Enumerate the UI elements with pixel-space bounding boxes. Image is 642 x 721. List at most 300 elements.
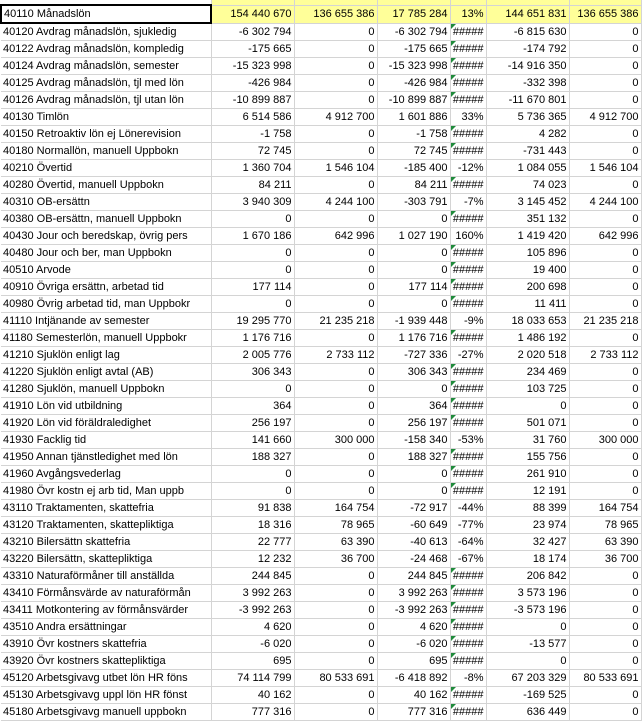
value-cell[interactable]: 154 440 670 bbox=[211, 5, 294, 23]
value-cell[interactable]: ##### bbox=[450, 330, 486, 347]
value-cell[interactable]: 3 145 452 bbox=[486, 194, 569, 211]
value-cell[interactable]: 136 655 386 bbox=[294, 5, 377, 23]
value-cell[interactable]: 777 316 bbox=[377, 704, 450, 721]
value-cell[interactable]: 0 bbox=[211, 245, 294, 262]
account-cell[interactable]: 41220 Sjuklön enligt avtal (AB) bbox=[1, 364, 211, 381]
value-cell[interactable]: 188 327 bbox=[377, 449, 450, 466]
value-cell[interactable]: 4 620 bbox=[211, 619, 294, 636]
account-cell[interactable]: 40510 Arvode bbox=[1, 262, 211, 279]
value-cell[interactable]: 0 bbox=[294, 636, 377, 653]
value-cell[interactable]: 0 bbox=[294, 262, 377, 279]
value-cell[interactable]: -44% bbox=[450, 500, 486, 517]
account-cell[interactable]: 41980 Övr kostn ej arb tid, Man uppb bbox=[1, 483, 211, 500]
account-cell[interactable]: 43210 Bilersättn skattefria bbox=[1, 534, 211, 551]
value-cell[interactable]: 0 bbox=[569, 177, 641, 194]
value-cell[interactable]: 67 203 329 bbox=[486, 670, 569, 687]
value-cell[interactable]: 0 bbox=[294, 466, 377, 483]
value-cell[interactable]: ##### bbox=[450, 23, 486, 41]
account-cell[interactable]: 40910 Övriga ersättn, arbetad tid bbox=[1, 279, 211, 296]
value-cell[interactable]: 1 486 192 bbox=[486, 330, 569, 347]
value-cell[interactable]: 0 bbox=[569, 704, 641, 721]
value-cell[interactable]: -731 443 bbox=[486, 143, 569, 160]
value-cell[interactable]: 0 bbox=[294, 398, 377, 415]
account-cell[interactable]: 41910 Lön vid utbildning bbox=[1, 398, 211, 415]
account-cell[interactable]: 45120 Arbetsgivavg utbet lön HR föns bbox=[1, 670, 211, 687]
value-cell[interactable]: ##### bbox=[450, 466, 486, 483]
value-cell[interactable]: 0 bbox=[377, 483, 450, 500]
value-cell[interactable]: ##### bbox=[450, 279, 486, 296]
value-cell[interactable]: 33% bbox=[450, 109, 486, 126]
value-cell[interactable]: 1 546 104 bbox=[569, 160, 641, 177]
value-cell[interactable]: 23 974 bbox=[486, 517, 569, 534]
account-cell[interactable]: 43310 Naturaförmåner till anställda bbox=[1, 568, 211, 585]
value-cell[interactable]: 74 023 bbox=[486, 177, 569, 194]
account-cell[interactable]: 40480 Jour och ber, man Uppbokn bbox=[1, 245, 211, 262]
value-cell[interactable]: 636 449 bbox=[486, 704, 569, 721]
value-cell[interactable]: -72 917 bbox=[377, 500, 450, 517]
account-cell[interactable]: 40130 Timlön bbox=[1, 109, 211, 126]
value-cell[interactable]: 0 bbox=[569, 330, 641, 347]
value-cell[interactable]: -1 758 bbox=[377, 126, 450, 143]
account-cell[interactable]: 43110 Traktamenten, skattefria bbox=[1, 500, 211, 517]
value-cell[interactable]: 0 bbox=[569, 279, 641, 296]
value-cell[interactable]: ##### bbox=[450, 602, 486, 619]
value-cell[interactable]: ##### bbox=[450, 687, 486, 704]
value-cell[interactable]: 0 bbox=[569, 41, 641, 58]
value-cell[interactable]: 0 bbox=[294, 41, 377, 58]
value-cell[interactable]: 0 bbox=[294, 143, 377, 160]
account-cell[interactable]: 43120 Traktamenten, skattepliktiga bbox=[1, 517, 211, 534]
value-cell[interactable]: 0 bbox=[569, 245, 641, 262]
value-cell[interactable]: -53% bbox=[450, 432, 486, 449]
value-cell[interactable]: ##### bbox=[450, 636, 486, 653]
value-cell[interactable]: -77% bbox=[450, 517, 486, 534]
value-cell[interactable]: 1 176 716 bbox=[211, 330, 294, 347]
value-cell[interactable]: -11 670 801 bbox=[486, 92, 569, 109]
value-cell[interactable]: 4 620 bbox=[377, 619, 450, 636]
value-cell[interactable]: 501 071 bbox=[486, 415, 569, 432]
value-cell[interactable]: 642 996 bbox=[569, 228, 641, 245]
value-cell[interactable]: ##### bbox=[450, 41, 486, 58]
value-cell[interactable]: 0 bbox=[294, 177, 377, 194]
value-cell[interactable]: 18 033 653 bbox=[486, 313, 569, 330]
value-cell[interactable]: 0 bbox=[294, 92, 377, 109]
value-cell[interactable]: 164 754 bbox=[569, 500, 641, 517]
value-cell[interactable]: 19 295 770 bbox=[211, 313, 294, 330]
value-cell[interactable]: 351 132 bbox=[486, 211, 569, 228]
value-cell[interactable]: 0 bbox=[294, 704, 377, 721]
value-cell[interactable]: 200 698 bbox=[486, 279, 569, 296]
value-cell[interactable]: 72 745 bbox=[377, 143, 450, 160]
value-cell[interactable]: 5 736 365 bbox=[486, 109, 569, 126]
account-cell[interactable]: 40124 Avdrag månadslön, semester bbox=[1, 58, 211, 75]
value-cell[interactable]: ##### bbox=[450, 585, 486, 602]
value-cell[interactable]: -6 815 630 bbox=[486, 23, 569, 41]
value-cell[interactable]: 6 514 586 bbox=[211, 109, 294, 126]
value-cell[interactable]: ##### bbox=[450, 58, 486, 75]
value-cell[interactable]: 0 bbox=[377, 381, 450, 398]
value-cell[interactable]: 0 bbox=[294, 364, 377, 381]
value-cell[interactable]: 3 992 263 bbox=[377, 585, 450, 602]
value-cell[interactable]: -6 418 892 bbox=[377, 670, 450, 687]
value-cell[interactable]: 0 bbox=[294, 415, 377, 432]
value-cell[interactable]: 0 bbox=[569, 466, 641, 483]
value-cell[interactable]: -1 758 bbox=[211, 126, 294, 143]
value-cell[interactable]: 144 651 831 bbox=[486, 5, 569, 23]
value-cell[interactable]: 0 bbox=[569, 619, 641, 636]
value-cell[interactable]: ##### bbox=[450, 245, 486, 262]
value-cell[interactable]: ##### bbox=[450, 398, 486, 415]
value-cell[interactable]: 0 bbox=[569, 23, 641, 41]
value-cell[interactable]: 0 bbox=[486, 653, 569, 670]
value-cell[interactable]: ##### bbox=[450, 177, 486, 194]
account-cell[interactable]: 40110 Månadslön bbox=[1, 5, 211, 23]
value-cell[interactable]: 0 bbox=[211, 381, 294, 398]
value-cell[interactable]: 0 bbox=[486, 619, 569, 636]
value-cell[interactable]: 0 bbox=[294, 619, 377, 636]
value-cell[interactable]: 4 912 700 bbox=[569, 109, 641, 126]
value-cell[interactable]: 78 965 bbox=[569, 517, 641, 534]
value-cell[interactable]: 80 533 691 bbox=[294, 670, 377, 687]
value-cell[interactable]: -60 649 bbox=[377, 517, 450, 534]
value-cell[interactable]: 0 bbox=[377, 245, 450, 262]
value-cell[interactable]: 306 343 bbox=[377, 364, 450, 381]
value-cell[interactable]: 63 390 bbox=[569, 534, 641, 551]
value-cell[interactable]: -174 792 bbox=[486, 41, 569, 58]
account-cell[interactable]: 40120 Avdrag månadslön, sjukledig bbox=[1, 23, 211, 41]
account-cell[interactable]: 41960 Avgångsvederlag bbox=[1, 466, 211, 483]
value-cell[interactable]: -727 336 bbox=[377, 347, 450, 364]
value-cell[interactable]: -12% bbox=[450, 160, 486, 177]
value-cell[interactable]: -8% bbox=[450, 670, 486, 687]
account-cell[interactable]: 41920 Lön vid föräldraledighet bbox=[1, 415, 211, 432]
value-cell[interactable]: 0 bbox=[569, 653, 641, 670]
value-cell[interactable]: 4 244 100 bbox=[569, 194, 641, 211]
value-cell[interactable]: -67% bbox=[450, 551, 486, 568]
value-cell[interactable]: 4 244 100 bbox=[294, 194, 377, 211]
value-cell[interactable]: 0 bbox=[569, 687, 641, 704]
value-cell[interactable]: -1 939 448 bbox=[377, 313, 450, 330]
account-cell[interactable]: 40280 Övertid, manuell Uppbokn bbox=[1, 177, 211, 194]
value-cell[interactable]: 12 232 bbox=[211, 551, 294, 568]
value-cell[interactable]: 0 bbox=[569, 75, 641, 92]
value-cell[interactable]: 0 bbox=[211, 211, 294, 228]
value-cell[interactable]: 36 700 bbox=[569, 551, 641, 568]
table-row bbox=[1, 194, 641, 211]
value-cell[interactable]: ##### bbox=[450, 296, 486, 313]
value-cell[interactable]: ##### bbox=[450, 262, 486, 279]
value-cell[interactable]: -10 899 887 bbox=[377, 92, 450, 109]
value-cell[interactable]: 1 360 704 bbox=[211, 160, 294, 177]
value-cell[interactable]: 13% bbox=[450, 5, 486, 23]
value-cell[interactable]: 84 211 bbox=[211, 177, 294, 194]
account-cell[interactable]: 40180 Normallön, manuell Uppbokn bbox=[1, 143, 211, 160]
value-cell[interactable]: 88 399 bbox=[486, 500, 569, 517]
value-cell[interactable]: 177 114 bbox=[211, 279, 294, 296]
value-cell[interactable]: -175 665 bbox=[211, 41, 294, 58]
value-cell[interactable]: ##### bbox=[450, 415, 486, 432]
value-cell[interactable]: -332 398 bbox=[486, 75, 569, 92]
value-cell[interactable]: ##### bbox=[450, 483, 486, 500]
value-cell[interactable]: ##### bbox=[450, 211, 486, 228]
value-cell[interactable]: -185 400 bbox=[377, 160, 450, 177]
value-cell[interactable]: 642 996 bbox=[294, 228, 377, 245]
value-cell[interactable]: 1 419 420 bbox=[486, 228, 569, 245]
value-cell[interactable]: 17 785 284 bbox=[377, 5, 450, 23]
value-cell[interactable]: 21 235 218 bbox=[294, 313, 377, 330]
value-cell[interactable]: 2 733 112 bbox=[294, 347, 377, 364]
value-cell[interactable]: 0 bbox=[294, 245, 377, 262]
value-cell[interactable]: 1 176 716 bbox=[377, 330, 450, 347]
value-cell[interactable]: 0 bbox=[294, 653, 377, 670]
value-cell[interactable]: 0 bbox=[294, 23, 377, 41]
value-cell[interactable]: 1 670 186 bbox=[211, 228, 294, 245]
value-cell[interactable]: 300 000 bbox=[569, 432, 641, 449]
value-cell[interactable]: 0 bbox=[569, 449, 641, 466]
value-cell[interactable]: 1 601 886 bbox=[377, 109, 450, 126]
value-cell[interactable]: 0 bbox=[569, 568, 641, 585]
value-cell[interactable]: 0 bbox=[294, 449, 377, 466]
value-cell[interactable]: 364 bbox=[377, 398, 450, 415]
account-cell[interactable]: 40150 Retroaktiv lön ej Lönerevision bbox=[1, 126, 211, 143]
value-cell[interactable]: 306 343 bbox=[211, 364, 294, 381]
value-cell[interactable]: 695 bbox=[211, 653, 294, 670]
value-cell[interactable]: -3 992 263 bbox=[377, 602, 450, 619]
value-cell[interactable]: 0 bbox=[486, 398, 569, 415]
value-cell[interactable]: 0 bbox=[569, 636, 641, 653]
account-cell[interactable]: 40122 Avdrag månadslön, kompledig bbox=[1, 41, 211, 58]
value-cell[interactable]: 0 bbox=[569, 296, 641, 313]
value-cell[interactable]: -24 468 bbox=[377, 551, 450, 568]
value-cell[interactable]: 0 bbox=[294, 381, 377, 398]
value-cell[interactable]: 31 760 bbox=[486, 432, 569, 449]
value-cell[interactable]: 244 845 bbox=[377, 568, 450, 585]
table-row bbox=[1, 415, 641, 432]
account-cell[interactable]: 40980 Övrig arbetad tid, man Uppbokr bbox=[1, 296, 211, 313]
value-cell[interactable]: 72 745 bbox=[211, 143, 294, 160]
value-cell[interactable]: 0 bbox=[294, 296, 377, 313]
value-cell[interactable]: 261 910 bbox=[486, 466, 569, 483]
value-cell[interactable]: 777 316 bbox=[211, 704, 294, 721]
value-cell[interactable]: 0 bbox=[294, 568, 377, 585]
account-cell[interactable]: 41210 Sjuklön enligt lag bbox=[1, 347, 211, 364]
value-cell[interactable]: 0 bbox=[211, 262, 294, 279]
value-cell[interactable]: 40 162 bbox=[211, 687, 294, 704]
table-row bbox=[1, 364, 641, 381]
value-cell[interactable]: 21 235 218 bbox=[569, 313, 641, 330]
account-cell[interactable]: 41180 Semesterlön, manuell Uppbokr bbox=[1, 330, 211, 347]
value-cell[interactable]: 0 bbox=[377, 262, 450, 279]
value-cell[interactable]: ##### bbox=[450, 143, 486, 160]
value-cell[interactable]: ##### bbox=[450, 568, 486, 585]
value-cell[interactable]: 141 660 bbox=[211, 432, 294, 449]
value-cell[interactable]: -7% bbox=[450, 194, 486, 211]
value-cell[interactable]: 0 bbox=[569, 381, 641, 398]
value-cell[interactable]: -9% bbox=[450, 313, 486, 330]
value-cell[interactable]: -303 791 bbox=[377, 194, 450, 211]
value-cell[interactable]: 695 bbox=[377, 653, 450, 670]
value-cell[interactable]: 206 842 bbox=[486, 568, 569, 585]
value-cell[interactable]: 18 316 bbox=[211, 517, 294, 534]
value-cell[interactable]: -64% bbox=[450, 534, 486, 551]
value-cell[interactable]: 1 027 190 bbox=[377, 228, 450, 245]
value-cell[interactable]: 0 bbox=[211, 483, 294, 500]
value-cell[interactable]: 0 bbox=[569, 211, 641, 228]
value-cell[interactable]: -169 525 bbox=[486, 687, 569, 704]
value-cell[interactable]: ##### bbox=[450, 126, 486, 143]
account-cell[interactable]: 43410 Förmånsvärde av naturaförmån bbox=[1, 585, 211, 602]
value-cell[interactable]: 0 bbox=[294, 602, 377, 619]
value-cell[interactable]: 3 992 263 bbox=[211, 585, 294, 602]
value-cell[interactable]: -6 020 bbox=[211, 636, 294, 653]
value-cell[interactable]: 0 bbox=[569, 398, 641, 415]
value-cell[interactable]: 4 912 700 bbox=[294, 109, 377, 126]
value-cell[interactable]: 0 bbox=[377, 211, 450, 228]
value-cell[interactable]: 300 000 bbox=[294, 432, 377, 449]
value-cell[interactable]: 40 162 bbox=[377, 687, 450, 704]
value-cell[interactable]: 0 bbox=[377, 296, 450, 313]
value-cell[interactable]: ##### bbox=[450, 619, 486, 636]
account-cell[interactable]: 43910 Övr kostners skattefria bbox=[1, 636, 211, 653]
value-cell[interactable]: 19 400 bbox=[486, 262, 569, 279]
account-cell[interactable]: 41950 Annan tjänstledighet med lön bbox=[1, 449, 211, 466]
value-cell[interactable]: 177 114 bbox=[377, 279, 450, 296]
table-row bbox=[1, 228, 641, 245]
value-cell[interactable]: ##### bbox=[450, 364, 486, 381]
value-cell[interactable]: ##### bbox=[450, 381, 486, 398]
value-cell[interactable]: ##### bbox=[450, 449, 486, 466]
value-cell[interactable]: 0 bbox=[569, 126, 641, 143]
value-cell[interactable]: -15 323 998 bbox=[211, 58, 294, 75]
value-cell[interactable]: ##### bbox=[450, 92, 486, 109]
value-cell[interactable]: -40 613 bbox=[377, 534, 450, 551]
value-cell[interactable]: 234 469 bbox=[486, 364, 569, 381]
value-cell[interactable]: 0 bbox=[294, 211, 377, 228]
account-cell[interactable]: 41280 Sjuklön, manuell Uppbokn bbox=[1, 381, 211, 398]
value-cell[interactable]: 18 174 bbox=[486, 551, 569, 568]
value-cell[interactable]: 0 bbox=[569, 602, 641, 619]
account-cell[interactable]: 43220 Bilersättn, skattepliktiga bbox=[1, 551, 211, 568]
value-cell[interactable]: 0 bbox=[294, 58, 377, 75]
value-cell[interactable]: 1 084 055 bbox=[486, 160, 569, 177]
table-row bbox=[1, 398, 641, 415]
value-cell[interactable]: 0 bbox=[569, 415, 641, 432]
value-cell[interactable]: 0 bbox=[569, 364, 641, 381]
value-cell[interactable]: 244 845 bbox=[211, 568, 294, 585]
value-cell[interactable]: 1 546 104 bbox=[294, 160, 377, 177]
value-cell[interactable]: 155 756 bbox=[486, 449, 569, 466]
value-cell[interactable]: 11 411 bbox=[486, 296, 569, 313]
value-cell[interactable]: -426 984 bbox=[211, 75, 294, 92]
value-cell[interactable]: -6 302 794 bbox=[377, 23, 450, 41]
value-cell[interactable]: 136 655 386 bbox=[569, 5, 641, 23]
value-cell[interactable]: -3 573 196 bbox=[486, 602, 569, 619]
value-cell[interactable]: 164 754 bbox=[294, 500, 377, 517]
value-cell[interactable]: 74 114 799 bbox=[211, 670, 294, 687]
value-cell[interactable]: 256 197 bbox=[211, 415, 294, 432]
value-cell[interactable]: 0 bbox=[569, 58, 641, 75]
account-cell[interactable]: 40310 OB-ersättn bbox=[1, 194, 211, 211]
value-cell[interactable]: ##### bbox=[450, 653, 486, 670]
value-cell[interactable]: 0 bbox=[294, 687, 377, 704]
value-cell[interactable]: 0 bbox=[569, 483, 641, 500]
value-cell[interactable]: -6 020 bbox=[377, 636, 450, 653]
value-cell[interactable]: -158 340 bbox=[377, 432, 450, 449]
account-cell[interactable]: 43920 Övr kostners skattepliktiga bbox=[1, 653, 211, 670]
account-cell[interactable]: 41930 Facklig tid bbox=[1, 432, 211, 449]
value-cell[interactable]: 32 427 bbox=[486, 534, 569, 551]
value-cell[interactable]: 364 bbox=[211, 398, 294, 415]
value-cell[interactable]: 188 327 bbox=[211, 449, 294, 466]
value-cell[interactable]: 0 bbox=[294, 330, 377, 347]
value-cell[interactable]: 91 838 bbox=[211, 500, 294, 517]
value-cell[interactable]: 0 bbox=[569, 262, 641, 279]
account-cell[interactable]: 40380 OB-ersättn, manuell Uppbokn bbox=[1, 211, 211, 228]
value-cell[interactable]: 2 005 776 bbox=[211, 347, 294, 364]
value-cell[interactable]: 2 733 112 bbox=[569, 347, 641, 364]
value-cell[interactable]: -426 984 bbox=[377, 75, 450, 92]
account-cell[interactable]: 45180 Arbetsgivavg manuell uppbokn bbox=[1, 704, 211, 721]
value-cell[interactable]: 0 bbox=[569, 585, 641, 602]
value-cell[interactable]: 0 bbox=[211, 296, 294, 313]
value-cell[interactable]: 12 191 bbox=[486, 483, 569, 500]
value-cell[interactable]: 78 965 bbox=[294, 517, 377, 534]
account-cell[interactable]: 43510 Andra ersättningar bbox=[1, 619, 211, 636]
value-cell[interactable]: 3 940 309 bbox=[211, 194, 294, 211]
value-cell[interactable]: 105 896 bbox=[486, 245, 569, 262]
value-cell[interactable]: 3 573 196 bbox=[486, 585, 569, 602]
account-cell[interactable]: 43411 Motkontering av förmånsvärder bbox=[1, 602, 211, 619]
account-cell[interactable]: 40430 Jour och beredskap, övrig pers bbox=[1, 228, 211, 245]
value-cell[interactable]: 0 bbox=[377, 466, 450, 483]
value-cell[interactable]: 0 bbox=[569, 92, 641, 109]
value-cell[interactable]: 0 bbox=[294, 126, 377, 143]
account-cell[interactable]: 40125 Avdrag månadslön, tjl med lön bbox=[1, 75, 211, 92]
value-cell[interactable]: 4 282 bbox=[486, 126, 569, 143]
value-cell[interactable]: 63 390 bbox=[294, 534, 377, 551]
value-cell[interactable]: -13 577 bbox=[486, 636, 569, 653]
value-cell[interactable]: 84 211 bbox=[377, 177, 450, 194]
value-cell[interactable]: 0 bbox=[294, 483, 377, 500]
value-cell[interactable]: 2 020 518 bbox=[486, 347, 569, 364]
value-cell[interactable]: 0 bbox=[294, 585, 377, 602]
value-cell[interactable]: 256 197 bbox=[377, 415, 450, 432]
value-cell[interactable]: -175 665 bbox=[377, 41, 450, 58]
value-cell[interactable]: 80 533 691 bbox=[569, 670, 641, 687]
value-cell[interactable]: 0 bbox=[569, 143, 641, 160]
value-cell[interactable]: 0 bbox=[211, 466, 294, 483]
value-cell[interactable]: -10 899 887 bbox=[211, 92, 294, 109]
value-cell[interactable]: 0 bbox=[294, 279, 377, 296]
value-cell[interactable]: -6 302 794 bbox=[211, 23, 294, 41]
value-cell[interactable]: 0 bbox=[294, 75, 377, 92]
value-cell[interactable]: 103 725 bbox=[486, 381, 569, 398]
account-cell[interactable]: 40210 Övertid bbox=[1, 160, 211, 177]
value-cell[interactable]: -27% bbox=[450, 347, 486, 364]
value-cell[interactable]: ##### bbox=[450, 704, 486, 721]
value-cell[interactable]: ##### bbox=[450, 75, 486, 92]
value-cell[interactable]: 22 777 bbox=[211, 534, 294, 551]
account-cell[interactable]: 41110 Intjänande av semester bbox=[1, 313, 211, 330]
account-cell[interactable]: 40126 Avdrag månadslön, tjl utan lön bbox=[1, 92, 211, 109]
value-cell[interactable]: -3 992 263 bbox=[211, 602, 294, 619]
table-row bbox=[1, 432, 641, 449]
value-cell[interactable]: 160% bbox=[450, 228, 486, 245]
account-cell[interactable]: 45130 Arbetsgivavg uppl lön HR fönst bbox=[1, 687, 211, 704]
value-cell[interactable]: 36 700 bbox=[294, 551, 377, 568]
value-cell[interactable]: -15 323 998 bbox=[377, 58, 450, 75]
value-cell[interactable]: -14 916 350 bbox=[486, 58, 569, 75]
